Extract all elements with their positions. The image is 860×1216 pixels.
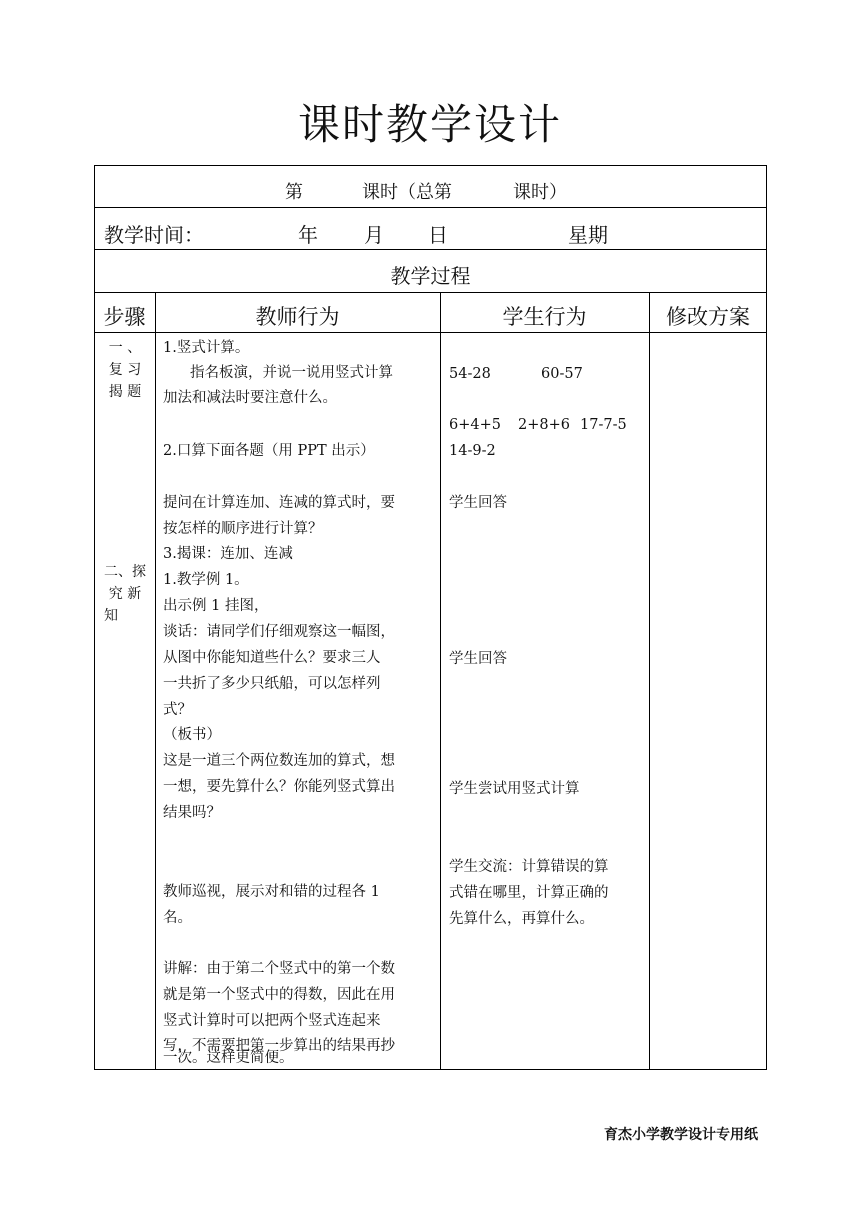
row-divider <box>94 207 767 208</box>
student-line: 60-57 <box>541 366 583 382</box>
step-1-line: 复 习 <box>108 362 142 378</box>
teacher-line: 一次。这样更简便。 <box>163 1050 294 1066</box>
teacher-line: 竖式计算时可以把两个竖式连起来 <box>163 1013 381 1029</box>
teacher-line: 写，不需要把第一步算出的结果再抄 <box>163 1038 395 1054</box>
teacher-line: 指名板演，并说一说用竖式计算 <box>190 365 393 381</box>
student-line: 6+4+5 <box>449 417 501 433</box>
teacher-line: 式？ <box>163 702 192 718</box>
time-week: 星期 <box>568 223 608 247</box>
column-divider <box>440 292 441 1070</box>
teacher-line: 结果吗？ <box>163 805 221 821</box>
teacher-line: 提问在计算连加、连减的算式时，要 <box>163 495 395 511</box>
step-2-line: 知 <box>104 608 118 624</box>
teacher-line: 一想，要先算什么？你能列竖式算出 <box>163 779 395 795</box>
student-line: 式错在哪里，计算正确的 <box>449 885 609 901</box>
teacher-line: 这是一道三个两位数连加的算式，想 <box>163 753 395 769</box>
section-title: 教学过程 <box>390 264 471 288</box>
col-teacher-header: 教师行为 <box>255 305 340 329</box>
row-divider <box>94 292 767 293</box>
time-month: 月 <box>364 223 384 247</box>
col-student-header: 学生行为 <box>502 305 587 329</box>
student-line: 14-9-2 <box>449 443 496 459</box>
step-1-line: 一 、 <box>108 340 142 356</box>
teacher-line: 1.竖式计算。 <box>163 340 250 356</box>
teacher-line: 从图中你能知道些什么？要求三人 <box>163 650 381 666</box>
teacher-line: 1.教学例 1。 <box>163 572 249 588</box>
teacher-line: 名。 <box>163 910 192 926</box>
lesson-keshi-end: 课时） <box>513 182 567 203</box>
student-line: 学生回答 <box>449 495 507 511</box>
column-divider <box>649 292 650 1070</box>
student-line: 先算什么，再算什么。 <box>449 911 594 927</box>
teacher-line: 谈话：请同学们仔细观察这一幅图， <box>163 624 395 640</box>
teacher-line: 一共折了多少只纸船，可以怎样列 <box>163 676 381 692</box>
time-day: 日 <box>428 223 448 247</box>
student-line: 17-7-5 <box>580 417 627 433</box>
page-title: 课时教学设计 <box>297 100 562 149</box>
teacher-line: 就是第一个竖式中的得数，因此在用 <box>163 987 395 1003</box>
col-step-header: 步骤 <box>103 305 146 329</box>
col-revise-header: 修改方案 <box>666 305 750 329</box>
lesson-keshi: 课时（总第 <box>362 182 452 203</box>
student-line: 2+8+6 <box>518 417 570 433</box>
lesson-di: 第 <box>285 182 303 203</box>
teacher-line: 加法和减法时要注意什么。 <box>163 390 337 406</box>
student-line: 学生尝试用竖式计算 <box>449 781 580 797</box>
time-label: 教学时间： <box>104 223 204 247</box>
step-1-line: 揭 题 <box>108 384 142 400</box>
step-2-line: 二、探 <box>104 564 146 580</box>
row-divider <box>94 249 767 250</box>
teacher-line: 3.揭课：连加、连减 <box>163 546 293 562</box>
time-year: 年 <box>298 223 318 247</box>
teacher-line: 2.口算下面各题（用 PPT 出示） <box>163 443 375 459</box>
row-divider <box>94 332 767 333</box>
student-line: 学生回答 <box>449 651 507 667</box>
column-divider <box>155 292 156 1070</box>
footer-label: 育杰小学教学设计专用纸 <box>604 1127 758 1143</box>
student-line: 学生交流：计算错误的算 <box>449 859 609 875</box>
step-2-line: 究 新 <box>108 586 142 602</box>
student-line: 54-28 <box>449 366 491 382</box>
teacher-line: 讲解：由于第二个竖式中的第一个数 <box>163 961 395 977</box>
teacher-line: （板书） <box>163 727 221 743</box>
teacher-line: 教师巡视，展示对和错的过程各 1 <box>163 884 380 900</box>
teacher-line: 按怎样的顺序进行计算？ <box>163 521 323 537</box>
teacher-line: 出示例 1 挂图， <box>163 598 269 614</box>
